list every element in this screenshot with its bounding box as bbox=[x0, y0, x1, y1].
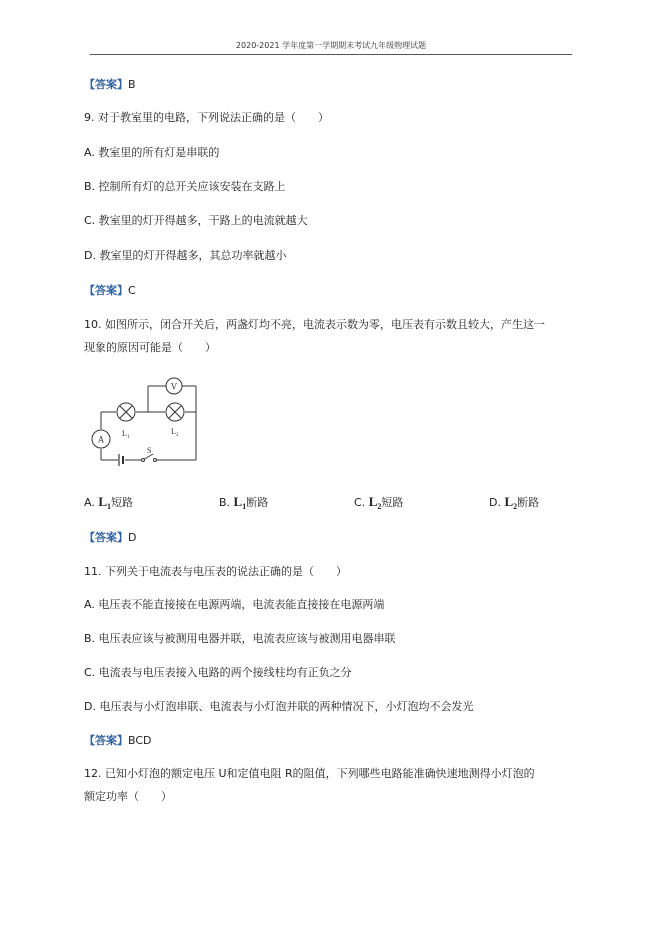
lamp-symbol: L bbox=[504, 494, 514, 509]
q10-option-d bbox=[489, 494, 539, 511]
q11-option-d: D. 电压表与小灯泡串联、电流表与小灯泡并联的两种情况下，小灯泡均不会发光 bbox=[84, 700, 474, 713]
q9-stem: 9. 对于教室里的电路，下列说法正确的是（ ） bbox=[84, 111, 329, 124]
option-text: 短路 bbox=[381, 496, 404, 509]
option-text: 断路 bbox=[517, 496, 540, 509]
option-letter: A. bbox=[84, 496, 95, 509]
answer-label: 【答案】 bbox=[84, 284, 128, 297]
lamp2-subscript: 2 bbox=[176, 433, 179, 438]
q11-stem: 11. 下列关于电流表与电压表的说法正确的是（ ） bbox=[84, 565, 347, 578]
lamp-symbol: L bbox=[233, 494, 243, 509]
q11-option-b: B. 电压表应该与被测用电器并联，电流表应该与被测用电器串联 bbox=[84, 632, 396, 645]
answer-label: 【答案】 bbox=[84, 78, 128, 91]
answer-value: D bbox=[128, 531, 137, 544]
answer-value: B bbox=[128, 78, 136, 91]
lamp-subscript: 1 bbox=[242, 502, 247, 511]
q10-option-b bbox=[219, 494, 268, 511]
q12-stem-line1: 12. 已知小灯泡的额定电压 U和定值电阻 R的阻值，下列哪些电路能准确快速地测得小灯泡的 bbox=[84, 767, 535, 780]
answer-8 bbox=[84, 78, 136, 92]
lamp-subscript: 1 bbox=[107, 502, 111, 511]
lamp1-label: L bbox=[122, 429, 127, 438]
switch-label: S bbox=[147, 446, 152, 455]
answer-value: C bbox=[128, 284, 136, 297]
q9-option-d: D. 教室里的灯开得越多，其总功率就越小 bbox=[84, 249, 287, 262]
lamp1-subscript: 1 bbox=[127, 435, 130, 440]
answer-value: BCD bbox=[128, 734, 152, 747]
answer-9 bbox=[84, 284, 136, 298]
answer-11 bbox=[84, 734, 152, 748]
q9-option-c: C. 教室里的灯开得越多，干路上的电流就越大 bbox=[84, 214, 308, 227]
answer-label: 【答案】 bbox=[84, 531, 128, 544]
lamp-symbol: L bbox=[368, 494, 378, 509]
q10-stem-line1: 10. 如图所示，闭合开关后，两盏灯均不亮，电流表示数为零，电压表有示数且较大，产生这一 bbox=[84, 318, 545, 331]
lamp-symbol: L bbox=[98, 494, 107, 509]
q10-option-c bbox=[354, 494, 403, 511]
q10-option-a bbox=[84, 494, 133, 511]
lamp-subscript: 2 bbox=[513, 502, 518, 511]
q10-circuit-diagram bbox=[88, 372, 204, 466]
voltmeter-label: V bbox=[170, 381, 178, 392]
q9-option-a: A. 教室里的所有灯是串联的 bbox=[84, 146, 220, 159]
q11-option-c: C. 电流表与电压表接入电路的两个接线柱均有正负之分 bbox=[84, 666, 352, 679]
ammeter-label: A bbox=[97, 434, 105, 445]
header-rule bbox=[90, 54, 572, 55]
option-letter: C. bbox=[354, 496, 366, 509]
page-header: 2020-2021 学年度第一学期期末考试九年级物理试题 bbox=[235, 41, 427, 50]
q10-options bbox=[84, 494, 584, 510]
option-text: 断路 bbox=[246, 496, 269, 509]
lamp-subscript: 2 bbox=[377, 502, 382, 511]
option-text: 短路 bbox=[111, 496, 133, 509]
option-letter: D. bbox=[489, 496, 501, 509]
answer-10 bbox=[84, 531, 136, 545]
lamp2-label: L bbox=[171, 427, 176, 436]
q11-option-a: A. 电压表不能直接接在电源两端，电流表能直接接在电源两端 bbox=[84, 598, 385, 611]
answer-label: 【答案】 bbox=[84, 734, 128, 747]
option-letter: B. bbox=[219, 496, 231, 509]
q9-option-b: B. 控制所有灯的总开关应该安装在支路上 bbox=[84, 180, 286, 193]
q10-stem-line2: 现象的原因可能是（ ） bbox=[84, 341, 216, 354]
q12-stem-line2: 额定功率（ ） bbox=[84, 790, 172, 803]
